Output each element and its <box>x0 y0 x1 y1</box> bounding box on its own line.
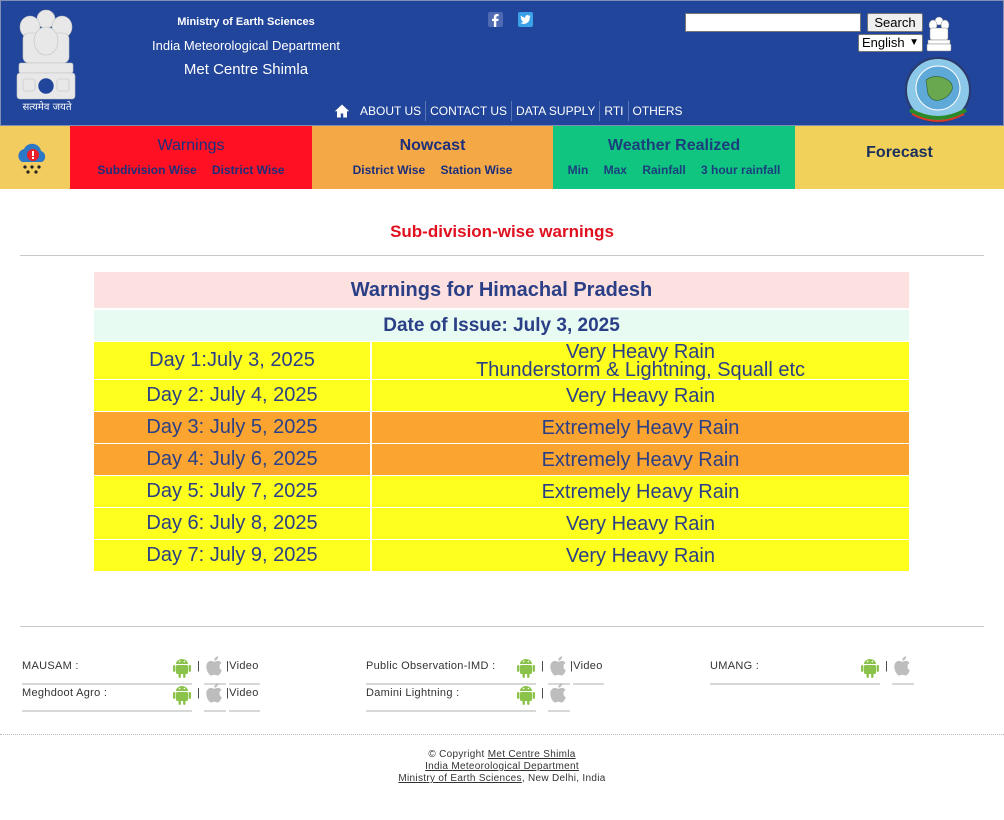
video-link[interactable]: |Video <box>570 660 603 672</box>
android-icon[interactable] <box>172 655 192 679</box>
app-underline <box>229 683 260 685</box>
separator: | <box>541 660 545 672</box>
warning-cell: Very Heavy Rain <box>566 544 715 567</box>
warning-cell: Extremely Heavy Rain <box>541 448 740 471</box>
app-underline <box>366 683 536 685</box>
department-name: India Meteorological Department <box>152 38 340 53</box>
day-cell: Day 1:July 3, 2025 <box>94 342 372 379</box>
warning-cell <box>372 342 909 379</box>
apple-icon[interactable] <box>892 655 912 677</box>
category-icon-cell <box>0 126 70 189</box>
realized-min-link[interactable]: Min <box>567 163 589 177</box>
android-icon[interactable] <box>516 682 536 706</box>
table-row <box>94 342 909 379</box>
search-button[interactable]: Search <box>867 13 923 32</box>
page-title: Sub-division-wise warnings <box>390 222 614 241</box>
realized-3hour-link[interactable]: 3 hour rainfall <box>701 163 781 177</box>
category-weather-realized <box>553 126 795 189</box>
table-row <box>94 540 909 571</box>
warning-cell: Extremely Heavy Rain <box>541 416 740 439</box>
date-of-issue: Date of Issue: July 3, 2025 <box>94 310 909 341</box>
day-cell: Day 7: July 9, 2025 <box>94 540 372 571</box>
day-cell: Day 6: July 8, 2025 <box>94 508 372 539</box>
category-nowcast <box>312 126 553 189</box>
warnings-table-title: Warnings for Himachal Pradesh <box>94 272 909 308</box>
android-icon[interactable] <box>172 682 192 706</box>
weather-alert-icon <box>12 138 52 178</box>
home-icon[interactable] <box>334 103 350 119</box>
app-underline <box>710 683 880 685</box>
day-cell: Day 2: July 4, 2025 <box>94 380 372 411</box>
table-row <box>94 380 909 411</box>
warnings-district-link[interactable]: District Wise <box>212 163 285 177</box>
main-navigation <box>334 101 687 121</box>
table-row <box>94 412 909 443</box>
category-warnings <box>70 126 312 189</box>
site-header <box>0 0 1004 126</box>
weather-realized-title[interactable]: Weather Realized <box>607 137 741 154</box>
chevron-down-icon: ▼ <box>909 37 919 48</box>
language-select[interactable] <box>858 34 923 52</box>
apple-icon[interactable] <box>548 682 568 704</box>
centre-link[interactable]: Met Centre Shimla <box>487 749 576 760</box>
imd-logo <box>904 56 972 124</box>
site-footer <box>0 749 1004 785</box>
app-label: UMANG : <box>710 660 760 672</box>
nav-data-supply[interactable]: DATA SUPPLY <box>512 101 600 121</box>
android-icon[interactable] <box>516 655 536 679</box>
centre-name: Met Centre Shimla <box>183 61 309 78</box>
app-underline <box>573 683 604 685</box>
twitter-icon[interactable] <box>518 12 533 27</box>
app-underline <box>229 710 260 712</box>
warning-text: Very Heavy Rain <box>566 340 715 363</box>
app-label: Damini Lightning : <box>366 687 460 699</box>
nav-others[interactable]: OTHERS <box>632 104 683 118</box>
day-cell: Day 4: July 6, 2025 <box>94 444 372 475</box>
app-underline <box>366 710 536 712</box>
apple-icon[interactable] <box>204 655 224 677</box>
warnings-table <box>94 272 909 571</box>
national-emblem-small-logo <box>925 15 953 53</box>
separator: | <box>197 660 201 672</box>
app-label: MAUSAM : <box>22 660 79 672</box>
app-underline <box>204 710 226 712</box>
mobile-apps-section <box>0 652 1004 722</box>
ministry-name: Ministry of Earth Sciences <box>177 16 315 28</box>
video-label[interactable]: Video <box>229 687 259 699</box>
warnings-title[interactable]: Warnings <box>157 137 225 154</box>
table-row <box>94 476 909 507</box>
warning-cell: Very Heavy Rain <box>566 512 715 535</box>
category-forecast <box>795 126 1004 189</box>
divider <box>20 626 984 627</box>
search-input[interactable] <box>685 13 861 32</box>
separator: | <box>541 687 545 699</box>
warnings-subdivision-link[interactable]: Subdivision Wise <box>97 163 197 177</box>
footer-divider <box>0 734 1004 735</box>
day-cell: Day 5: July 7, 2025 <box>94 476 372 507</box>
nowcast-title[interactable]: Nowcast <box>399 137 466 154</box>
table-row <box>94 508 909 539</box>
app-label: Public Observation-IMD : <box>366 660 496 672</box>
warning-cell: Extremely Heavy Rain <box>541 480 740 503</box>
apple-icon[interactable] <box>548 655 568 677</box>
national-emblem-logo <box>9 5 83 113</box>
video-label[interactable]: Video <box>229 660 259 672</box>
language-selected-value: English <box>862 35 905 50</box>
video-link[interactable]: |Video <box>226 660 259 672</box>
emblem-motto: सत्यमेव जयते <box>22 102 72 113</box>
app-label: Meghdoot Agro : <box>22 687 108 699</box>
apple-icon[interactable] <box>204 682 224 704</box>
video-label[interactable]: Video <box>573 660 603 672</box>
copyright-prefix: © Copyright <box>428 749 485 760</box>
forecast-title[interactable]: Forecast <box>866 144 933 161</box>
divider <box>20 255 984 256</box>
nowcast-station-link[interactable]: Station Wise <box>440 163 513 177</box>
app-underline <box>548 710 570 712</box>
ministry-link[interactable]: Ministry of Earth Sciences <box>398 773 522 784</box>
realized-max-link[interactable]: Max <box>603 163 627 177</box>
imd-link[interactable]: India Meteorological Department <box>425 761 579 772</box>
copyright-line <box>0 749 1004 761</box>
realized-rainfall-link[interactable]: Rainfall <box>642 163 686 177</box>
facebook-icon[interactable] <box>488 12 503 27</box>
footer-location: , New Delhi, India <box>521 773 606 784</box>
nav-contact-us[interactable]: CONTACT US <box>426 101 512 121</box>
app-underline <box>22 710 192 712</box>
video-link[interactable]: |Video <box>226 687 259 699</box>
app-underline <box>892 683 914 685</box>
separator: | <box>885 660 889 672</box>
day-cell: Day 3: July 5, 2025 <box>94 412 372 443</box>
category-strip <box>0 126 1004 189</box>
nowcast-district-link[interactable]: District Wise <box>352 163 426 177</box>
nav-about-us[interactable]: ABOUT US <box>356 101 426 121</box>
nav-rti[interactable]: RTI <box>600 101 628 121</box>
warning-text-secondary: Thunderstorm & Lightning, Squall etc <box>475 358 806 381</box>
app-underline <box>22 683 192 685</box>
table-row <box>94 444 909 475</box>
separator: | <box>197 687 201 699</box>
android-icon[interactable] <box>860 655 880 679</box>
warning-cell: Very Heavy Rain <box>566 384 715 407</box>
